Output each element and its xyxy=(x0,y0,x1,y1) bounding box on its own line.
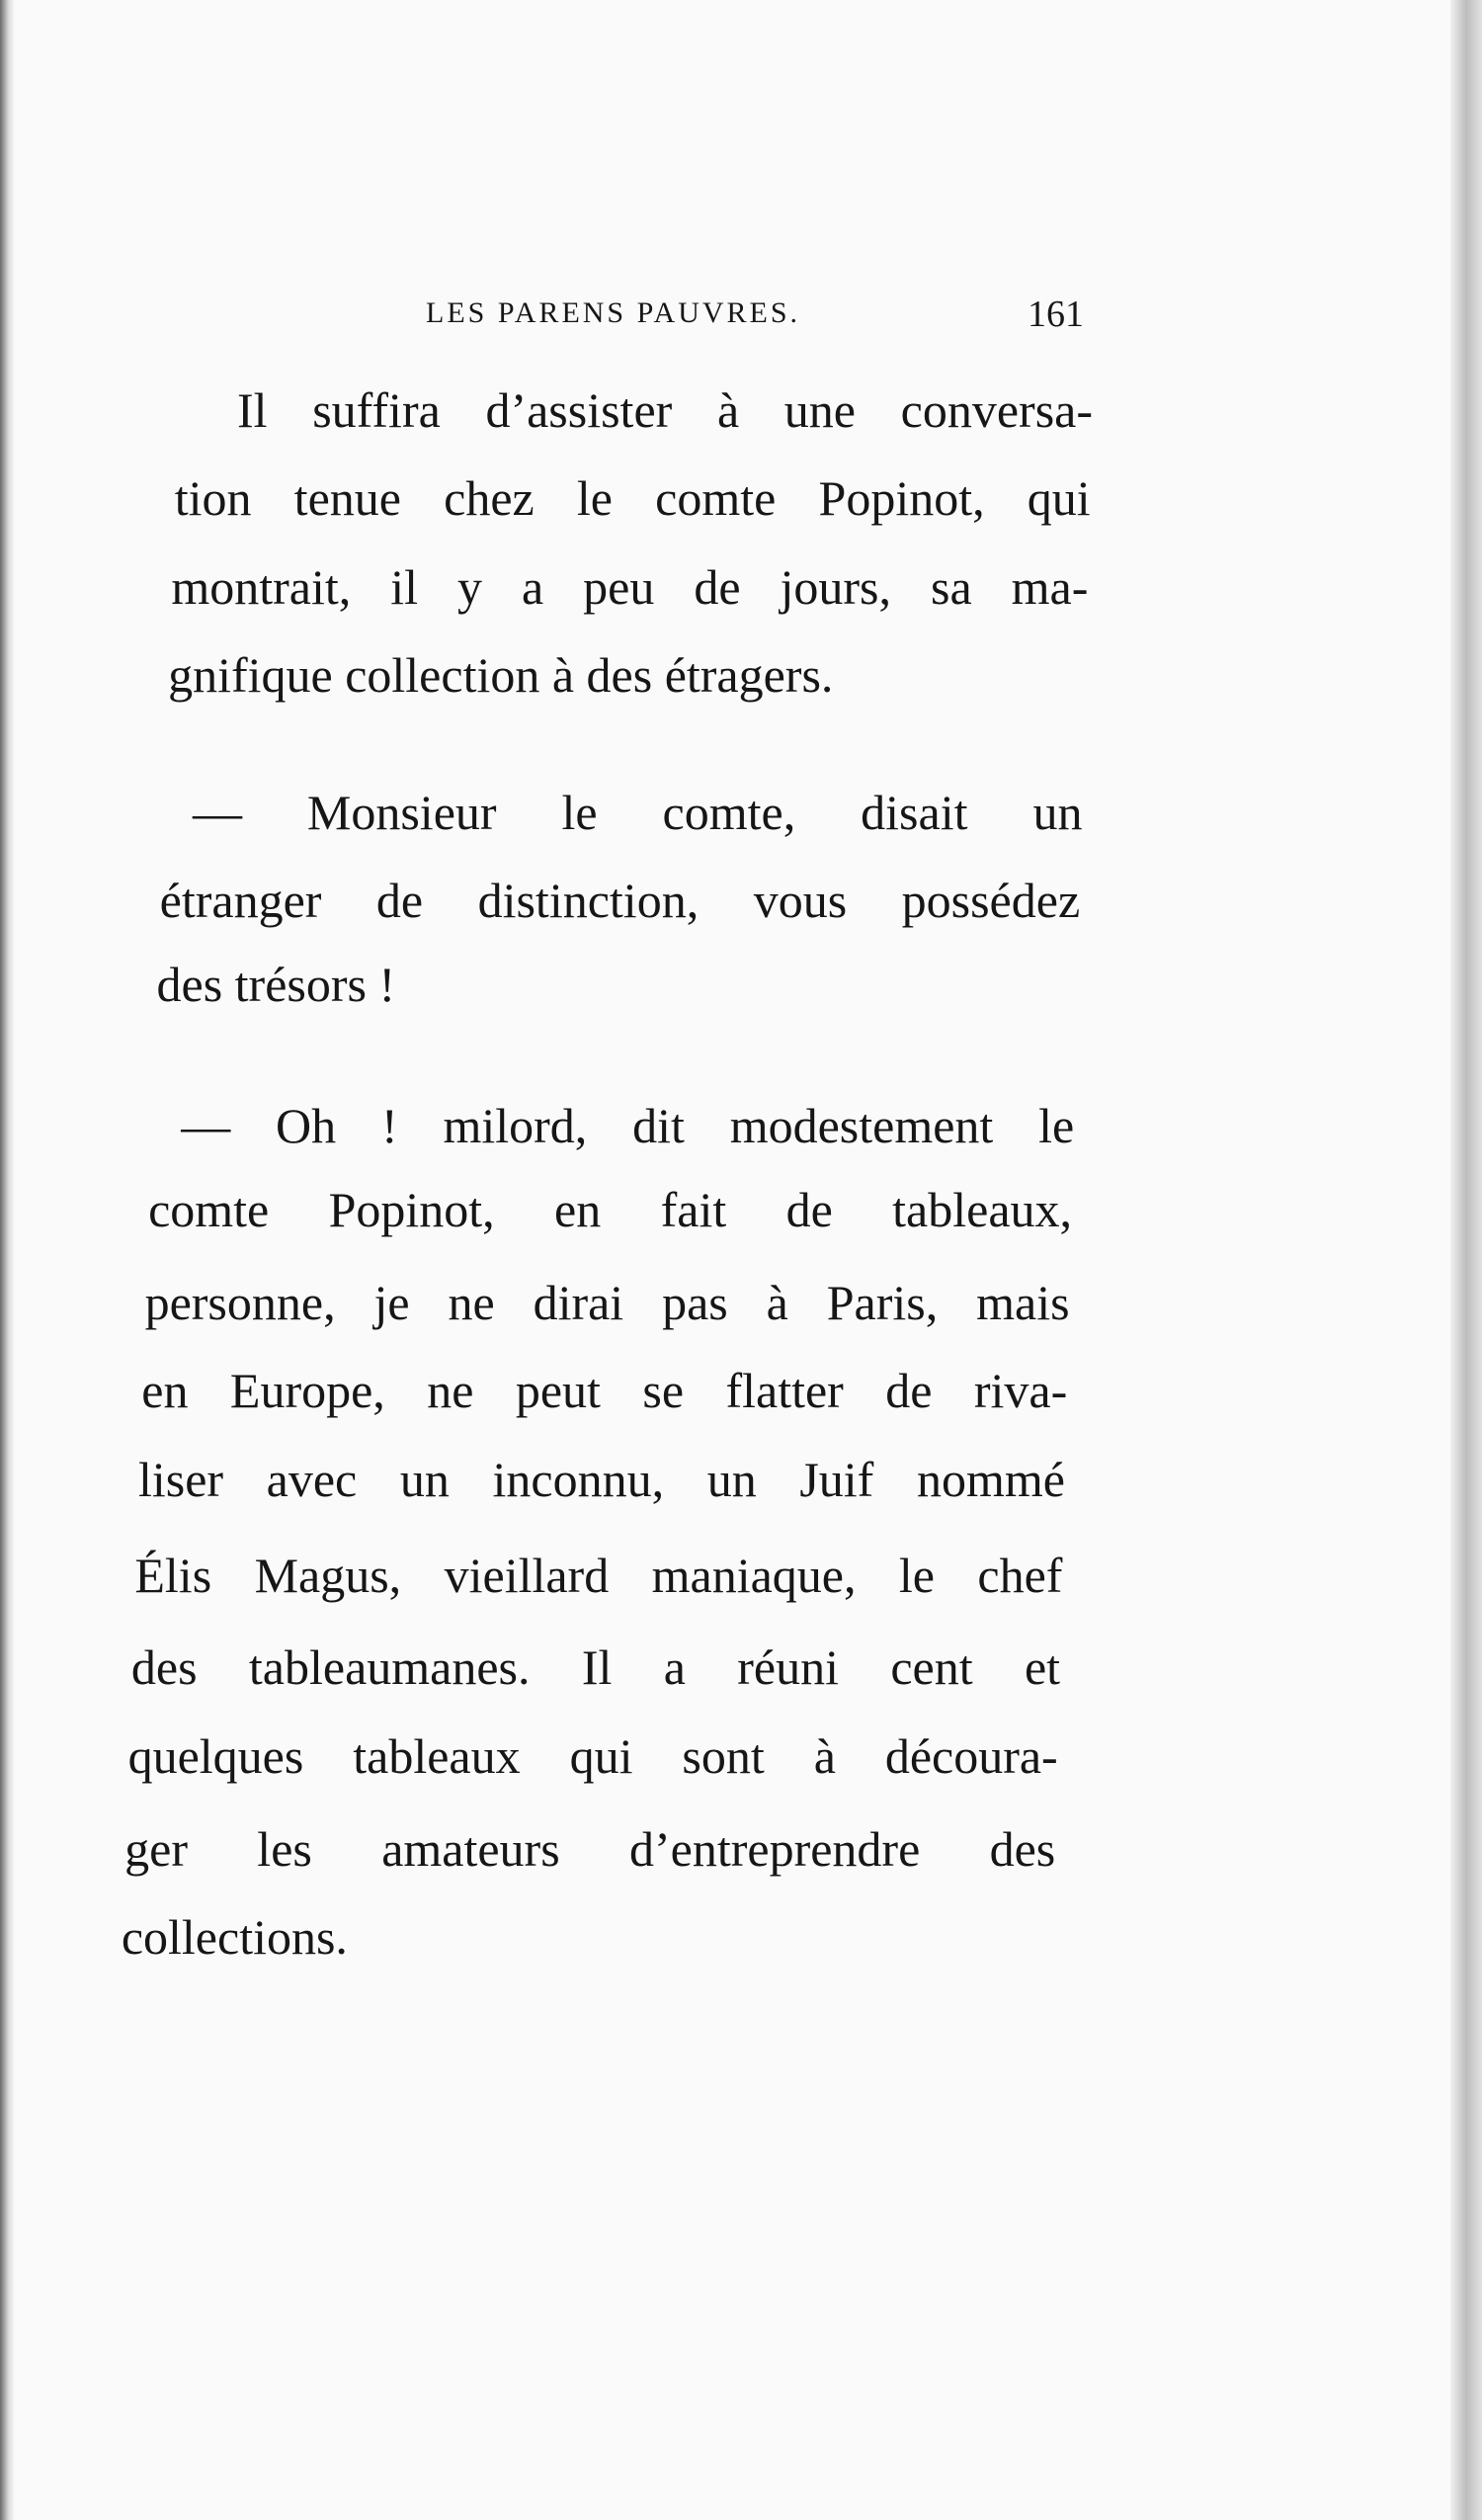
text-line: des trésors ! xyxy=(156,957,396,1012)
running-title: LES PARENS PAUVRES. xyxy=(426,296,801,329)
text-line: Il suffira d’assister à une conversa- xyxy=(237,382,1093,438)
text-line: en Europe, ne peut se flatter de riva- xyxy=(141,1363,1068,1418)
text-line: Élis Magus, vieillard maniaque, le chef xyxy=(134,1548,1063,1603)
page-gutter-shadow xyxy=(0,0,14,2520)
text-line: comte Popinot, en fait de tableaux, xyxy=(148,1182,1073,1237)
text-line: gnifique collection à des étragers. xyxy=(168,647,834,703)
text-line: liser avec un inconnu, un Juif nommé xyxy=(137,1452,1065,1507)
text-line: étranger de distinction, vous possédez xyxy=(159,873,1081,928)
text-line: — Oh ! milord, dit modestement le xyxy=(181,1098,1075,1153)
text-line: quelques tableaux qui sont à découra- xyxy=(127,1728,1058,1784)
page-number: 161 xyxy=(1028,294,1084,335)
text-line: collections. xyxy=(121,1909,348,1965)
text-line: montrait, il y a peu de jours, sa ma- xyxy=(171,559,1089,615)
text-line: personne, je ne dirai pas à Paris, mais xyxy=(144,1275,1070,1330)
text-line: ger les amateurs d’entreprendre des xyxy=(124,1821,1056,1877)
text-line: — Monsieur le comte, disait un xyxy=(192,785,1083,840)
page-edge xyxy=(1450,0,1482,2520)
text-line: des tableaumanes. Il a réuni cent et xyxy=(130,1639,1061,1695)
text-line: tion tenue chez le comte Popinot, qui xyxy=(174,470,1091,526)
